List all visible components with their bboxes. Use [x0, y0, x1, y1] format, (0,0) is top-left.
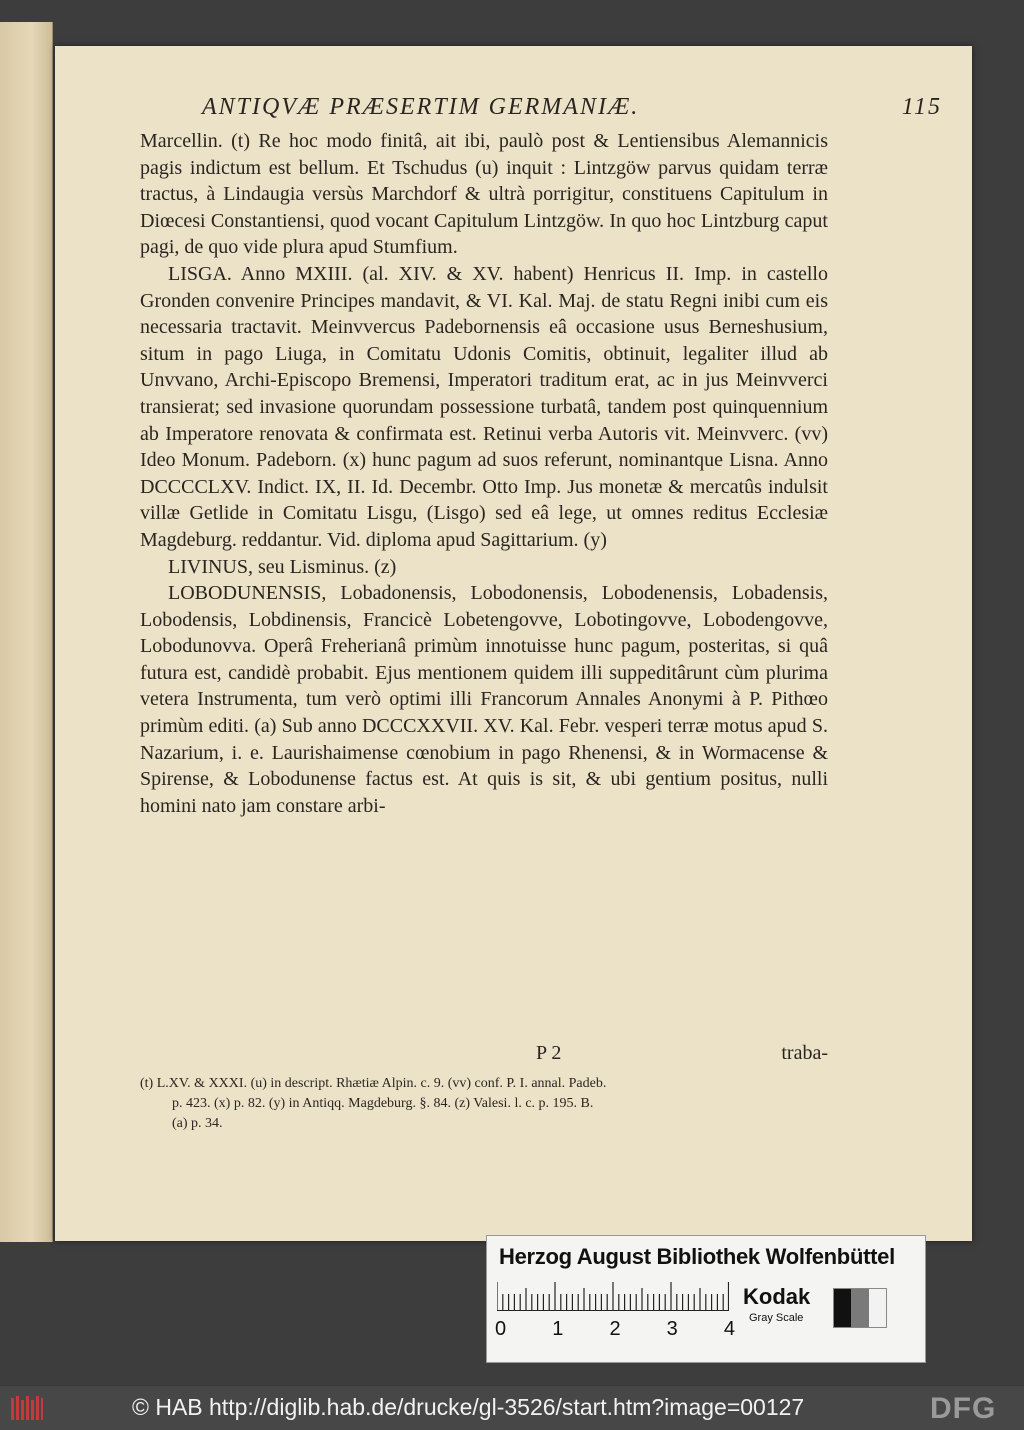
- footnote-line: p. 423. (x) p. 82. (y) in Antiqq. Magdeburg. §. 84. (z) Valesi. l. c. p. 195. B.: [172, 1096, 594, 1111]
- signature-mark: P 2: [535, 1042, 562, 1064]
- ruler-labels: [495, 1318, 735, 1341]
- swatch-gray: [851, 1289, 868, 1327]
- page-number: 115: [901, 94, 942, 120]
- ruler-label: 3: [666, 1318, 678, 1340]
- footnotes: [140, 1074, 828, 1134]
- ruler-label: 1: [552, 1318, 564, 1340]
- paragraph-lisga: LISGA. Anno MXIII. (al. XIV. & XV. habent) Henricus II. Imp. in castello Gronden convenire Principes mandavit, & VI. Kal. Maj. de statu Regni inibi cum eis necessaria tractavit. Meinvvercus Padebornensis eâ occasione usus Berneshusium, situm in pago Liuga, in Comitatu Udonis Comitis, obtinuit, legaliter illud ab Unvvano, Archi-Episcopo Bremensi, Imperatori traditum erat, ac in jus Meinvverci transierat; sed invasione quorundam possessione turbatâ, tandem post quinquennium ab Imperatore renovata & confirmata est. Retinui verba Autoris vit. Meinvverc. (vv) Ideo Monum. Padeborn. (x) hunc pagum ad suos referunt, nominantque Lisna. Anno DCCCCLXV. Indict. IX, II. Id. Decembr. Otto Imp. Jus monetæ & mercatûs indulsit villæ Getlide in Comitatu Lisgu, (Lisgo) sed eâ lege, ut omnes reditus Ecclesiæ Magdeburg. reddantur. Vid. diploma apud Sagittarium. (y): [140, 262, 828, 551]
- ruler-label: 4: [723, 1318, 735, 1340]
- footnote-line: (a) p. 34.: [172, 1116, 223, 1131]
- page-header: [202, 94, 942, 121]
- ruler: [497, 1282, 729, 1311]
- library-name: Herzog August Bibliothek Wolfenbüttel: [499, 1244, 895, 1269]
- grayscale-label: Gray Scale: [749, 1312, 804, 1324]
- ruler-label: 2: [609, 1318, 621, 1340]
- paragraph-lobodunensis: LOBODUNENSIS, Lobadonensis, Lobodonensis, Lobodenensis, Lobadensis, Lobodensis, Lobdinensis, Francicè Lobetengovve, Lobotingovve, Lobodengovve, Lobodunovva. Operâ Freherianâ primùm innotuisse hunc pagum, posteritas, si quâ futura est, candidè probabit. Ejus mentionem quidem illi suppeditârunt cùm plurima vetera Instrumenta, tum verò optimi illi Francorum Annales Anonymi à P. Pithœo primùm editi. (a) Sub anno DCCCXXVII. XV. Kal. Febr. vesperi terræ motus apud S. Nazarium, i. e. Laurishaimense cœnobium in pago Rhenensi, & in Wormacense & Spirense, & Lobodunense factus est. At quis is sit, & ubi gentium positus, nulli homini nato jam constare arbi-: [140, 582, 828, 817]
- hab-logo-icon: [10, 1394, 44, 1422]
- copyright-url[interactable]: © HAB http://diglib.hab.de/drucke/gl-3526/start.htm?image=00127: [132, 1394, 805, 1420]
- grayscale-swatches: [833, 1288, 887, 1328]
- swatch-black: [834, 1289, 851, 1327]
- footnote-line: (t) L.XV. & XXXI. (u) in descript. Rhætiæ Alpin. c. 9. (vv) conf. P. I. annal. Padeb.: [140, 1076, 607, 1091]
- paragraph: Marcellin. (t) Re hoc modo finitâ, ait ibi, paulò post & Lentiensibus Alemannicis pagis indictum est bellum. Et Tschudus (u) inquit : Lintzgöw parvus quidam terræ tractus, à Lindaugia versùs Marchdorf & ultrà porrigitur, constituens Capitulum in Diœcesi Constantiensi, quod vocant Capitulum Lintzgöw. In quo hoc Lintzburg caput pagi, de quo vide plura apud Stumfium.: [140, 130, 828, 259]
- body-text: [140, 128, 828, 819]
- swatch-white: [869, 1289, 886, 1327]
- dfg-logo: DFG: [930, 1392, 997, 1425]
- status-bar: [0, 1386, 1024, 1430]
- ruler-label: 0: [495, 1318, 507, 1340]
- paragraph-livinus: LIVINUS, seu Lisminus. (z): [168, 555, 397, 578]
- signature-line: [140, 1042, 828, 1065]
- book-page: [55, 46, 972, 1241]
- kodak-brand: Kodak: [743, 1284, 811, 1309]
- library-color-card: [486, 1235, 926, 1363]
- catchword: traba-: [781, 1042, 828, 1064]
- previous-page-edge: [0, 22, 53, 1242]
- running-title: ANTIQVÆ PRÆSERTIM GERMANIÆ.: [202, 94, 640, 120]
